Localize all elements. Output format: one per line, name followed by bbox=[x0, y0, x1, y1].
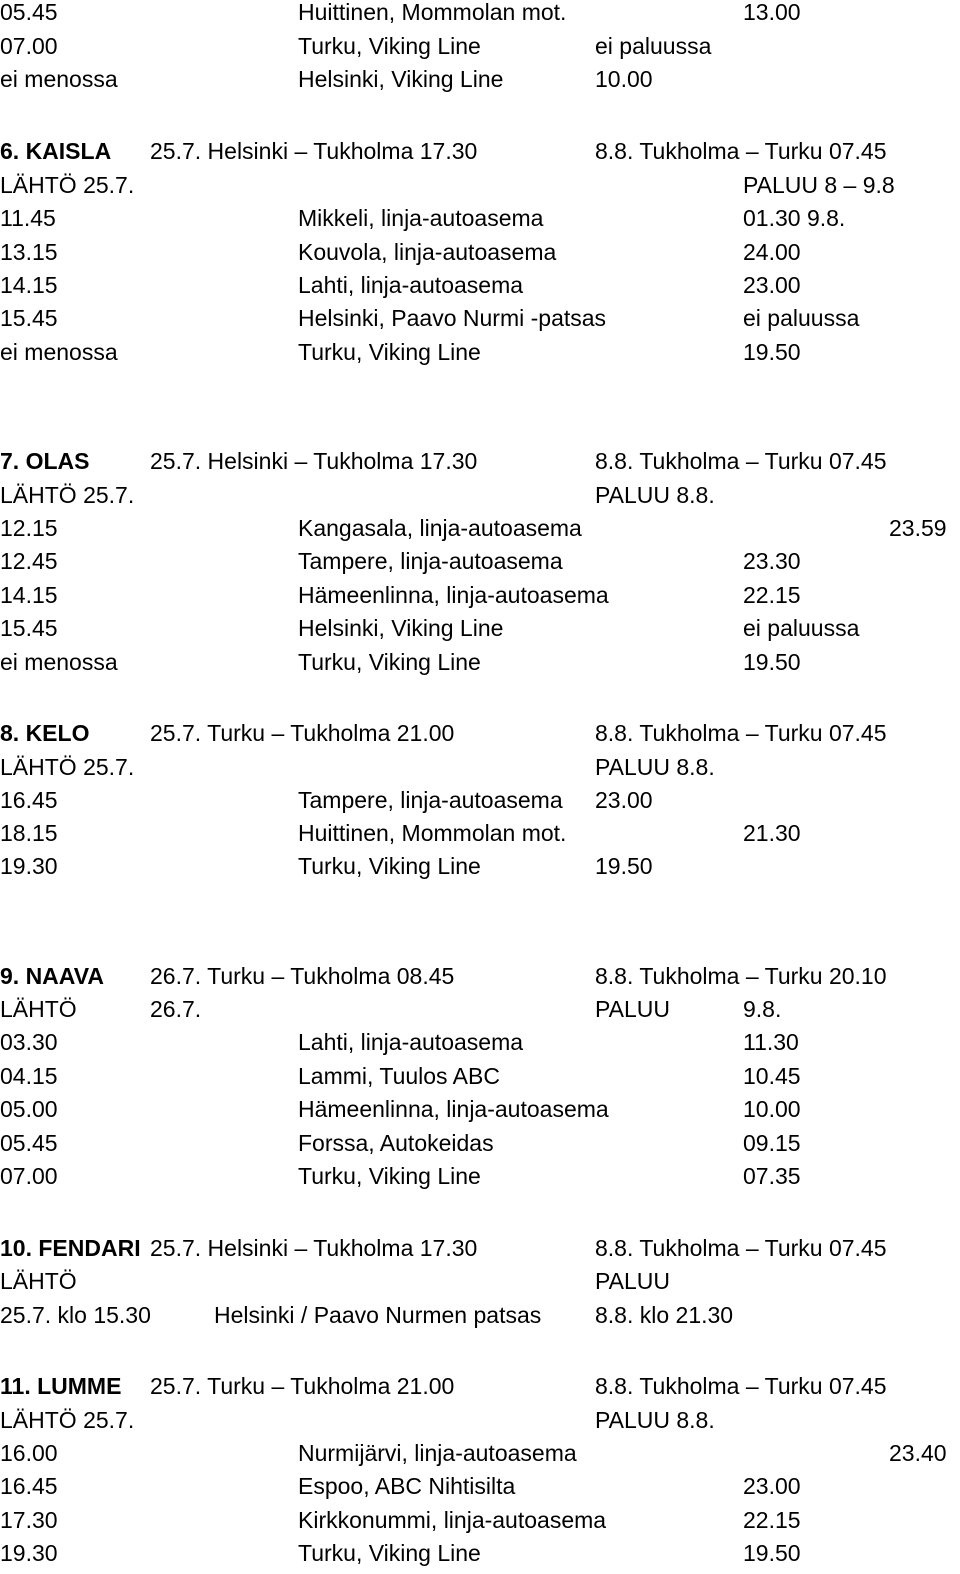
stop-time: 05.00 bbox=[0, 1096, 58, 1122]
stop-place: Huittinen, Mommolan mot. bbox=[298, 820, 567, 846]
stop-place: Kouvola, linja-autoasema bbox=[298, 239, 557, 265]
stop-return-time: 19.50 bbox=[743, 1540, 801, 1566]
trip-return: 8.8. Tukholma – Turku 07.45 bbox=[595, 448, 887, 474]
trip-outbound: 25.7. Helsinki – Tukholma 17.30 bbox=[150, 138, 478, 164]
trip-return: 8.8. Tukholma – Turku 07.45 bbox=[595, 1235, 887, 1261]
stop-time: 14.15 bbox=[0, 582, 58, 608]
stop-time: 19.30 bbox=[0, 1540, 58, 1566]
departure-label: LÄHTÖ 25.7. bbox=[0, 1407, 135, 1433]
trip-return: 8.8. Tukholma – Turku 07.45 bbox=[595, 720, 887, 746]
trip-title: 8. KELO bbox=[0, 720, 90, 746]
departure-label: LÄHTÖ 25.7. bbox=[0, 172, 135, 198]
stop-place: Turku, Viking Line bbox=[298, 1163, 481, 1189]
stop-return-time: 19.50 bbox=[595, 853, 653, 879]
stop-place: Hämeenlinna, linja-autoasema bbox=[298, 582, 609, 608]
stop-place: Lahti, linja-autoasema bbox=[298, 272, 524, 298]
stop-time: 17.30 bbox=[0, 1507, 58, 1533]
return-label: PALUU 8 – 9.8 bbox=[743, 172, 895, 198]
stop-return-time: 23.00 bbox=[595, 787, 653, 813]
stop-return-time: 22.15 bbox=[743, 1507, 801, 1533]
stop-place: Mikkeli, linja-autoasema bbox=[298, 205, 544, 231]
intro-place: Turku, Viking Line bbox=[298, 33, 481, 59]
intro-place: Huittinen, Mommolan mot. bbox=[298, 0, 567, 25]
stop-place: Espoo, ABC Nihtisilta bbox=[298, 1473, 516, 1499]
stop-time: 05.45 bbox=[0, 1130, 58, 1156]
stop-place: Helsinki, Viking Line bbox=[298, 615, 504, 641]
return-label: PALUU 8.8. bbox=[595, 754, 715, 780]
stop-time: 25.7. klo 15.30 bbox=[0, 1302, 151, 1328]
stop-return-time: ei paluussa bbox=[743, 615, 860, 641]
stop-return-time: 23.00 bbox=[743, 1473, 801, 1499]
intro-time: ei menossa bbox=[0, 66, 118, 92]
trip-outbound: 25.7. Turku – Tukholma 21.00 bbox=[150, 720, 455, 746]
trip-outbound: 25.7. Turku – Tukholma 21.00 bbox=[150, 1373, 455, 1399]
stop-time: 07.00 bbox=[0, 1163, 58, 1189]
trip-outbound: 25.7. Helsinki – Tukholma 17.30 bbox=[150, 448, 478, 474]
stop-time: 14.15 bbox=[0, 272, 58, 298]
stop-time: 13.15 bbox=[0, 239, 58, 265]
trip-outbound: 26.7. Turku – Tukholma 08.45 bbox=[150, 963, 455, 989]
stop-place: Hämeenlinna, linja-autoasema bbox=[298, 1096, 609, 1122]
stop-time: 04.15 bbox=[0, 1063, 58, 1089]
intro-return: 10.00 bbox=[595, 66, 653, 92]
departure-date: 26.7. bbox=[150, 996, 202, 1022]
stop-time: 18.15 bbox=[0, 820, 58, 846]
return-date: 9.8. bbox=[743, 996, 782, 1022]
stop-place: Kangasala, linja-autoasema bbox=[298, 515, 582, 541]
stop-place: Kirkkonummi, linja-autoasema bbox=[298, 1507, 607, 1533]
intro-place: Helsinki, Viking Line bbox=[298, 66, 504, 92]
return-label: PALUU bbox=[595, 996, 670, 1022]
stop-return-time: 24.00 bbox=[743, 239, 801, 265]
stop-place: Helsinki, Paavo Nurmi -patsas bbox=[298, 305, 607, 331]
return-label: PALUU 8.8. bbox=[595, 1407, 715, 1433]
stop-return-time: 11.30 bbox=[743, 1029, 799, 1055]
trip-title: 9. NAAVA bbox=[0, 963, 104, 989]
stop-return-time: 01.30 9.8. bbox=[743, 205, 846, 231]
trip-title: 6. KAISLA bbox=[0, 138, 112, 164]
stop-return-time: 10.00 bbox=[743, 1096, 801, 1122]
stop-return-time: 19.50 bbox=[743, 339, 801, 365]
stop-place: Nurmijärvi, linja-autoasema bbox=[298, 1440, 577, 1466]
intro-return: ei paluussa bbox=[595, 33, 712, 59]
stop-return-time: 07.35 bbox=[743, 1163, 801, 1189]
stop-time: 16.45 bbox=[0, 1473, 58, 1499]
stop-return-time: 21.30 bbox=[743, 820, 801, 846]
return-label: PALUU bbox=[595, 1268, 670, 1294]
trip-return: 8.8. Tukholma – Turku 07.45 bbox=[595, 1373, 887, 1399]
stop-time: 11.45 bbox=[0, 205, 56, 231]
departure-label: LÄHTÖ 25.7. bbox=[0, 482, 135, 508]
stop-return-time: 10.45 bbox=[743, 1063, 801, 1089]
trip-outbound: 25.7. Helsinki – Tukholma 17.30 bbox=[150, 1235, 478, 1261]
stop-place: Lahti, linja-autoasema bbox=[298, 1029, 524, 1055]
trip-title: 7. OLAS bbox=[0, 448, 90, 474]
stop-return-time: 09.15 bbox=[743, 1130, 801, 1156]
stop-time: 15.45 bbox=[0, 615, 58, 641]
stop-time: 12.45 bbox=[0, 548, 58, 574]
stop-return-time: ei paluussa bbox=[743, 305, 860, 331]
stop-time: 19.30 bbox=[0, 853, 58, 879]
stop-place: Turku, Viking Line bbox=[298, 649, 481, 675]
departure-label: LÄHTÖ bbox=[0, 996, 77, 1022]
stop-return-time: 22.15 bbox=[743, 582, 801, 608]
stop-time: 03.30 bbox=[0, 1029, 58, 1055]
stop-place: Tampere, linja-autoasema bbox=[298, 787, 563, 813]
stop-return-time: 23.30 bbox=[743, 548, 801, 574]
trip-title: 11. LUMME bbox=[0, 1373, 122, 1399]
stop-return-time: 23.40 bbox=[889, 1440, 947, 1466]
intro-time: 07.00 bbox=[0, 33, 58, 59]
stop-place: Turku, Viking Line bbox=[298, 853, 481, 879]
stop-time: 15.45 bbox=[0, 305, 58, 331]
trip-title: 10. FENDARI bbox=[0, 1235, 141, 1261]
stop-place: Forssa, Autokeidas bbox=[298, 1130, 494, 1156]
stop-time: 16.45 bbox=[0, 787, 58, 813]
stop-place: Helsinki / Paavo Nurmen patsas bbox=[214, 1302, 542, 1328]
stop-time: ei menossa bbox=[0, 649, 118, 675]
departure-label: LÄHTÖ 25.7. bbox=[0, 754, 135, 780]
stop-time: 12.15 bbox=[0, 515, 58, 541]
intro-time: 05.45 bbox=[0, 0, 58, 25]
stop-place: Turku, Viking Line bbox=[298, 339, 481, 365]
stop-return-time: 23.59 bbox=[889, 515, 947, 541]
trip-return: 8.8. Tukholma – Turku 07.45 bbox=[595, 138, 887, 164]
stop-place: Turku, Viking Line bbox=[298, 1540, 481, 1566]
return-label: PALUU 8.8. bbox=[595, 482, 715, 508]
intro-return: 13.00 bbox=[743, 0, 801, 25]
stop-return-time: 19.50 bbox=[743, 649, 801, 675]
stop-place: Tampere, linja-autoasema bbox=[298, 548, 563, 574]
departure-label: LÄHTÖ bbox=[0, 1268, 77, 1294]
stop-time: 16.00 bbox=[0, 1440, 58, 1466]
stop-return-time: 23.00 bbox=[743, 272, 801, 298]
trip-return: 8.8. Tukholma – Turku 20.10 bbox=[595, 963, 887, 989]
stop-place: Lammi, Tuulos ABC bbox=[298, 1063, 500, 1089]
stop-return-time: 8.8. klo 21.30 bbox=[595, 1302, 734, 1328]
stop-time: ei menossa bbox=[0, 339, 118, 365]
